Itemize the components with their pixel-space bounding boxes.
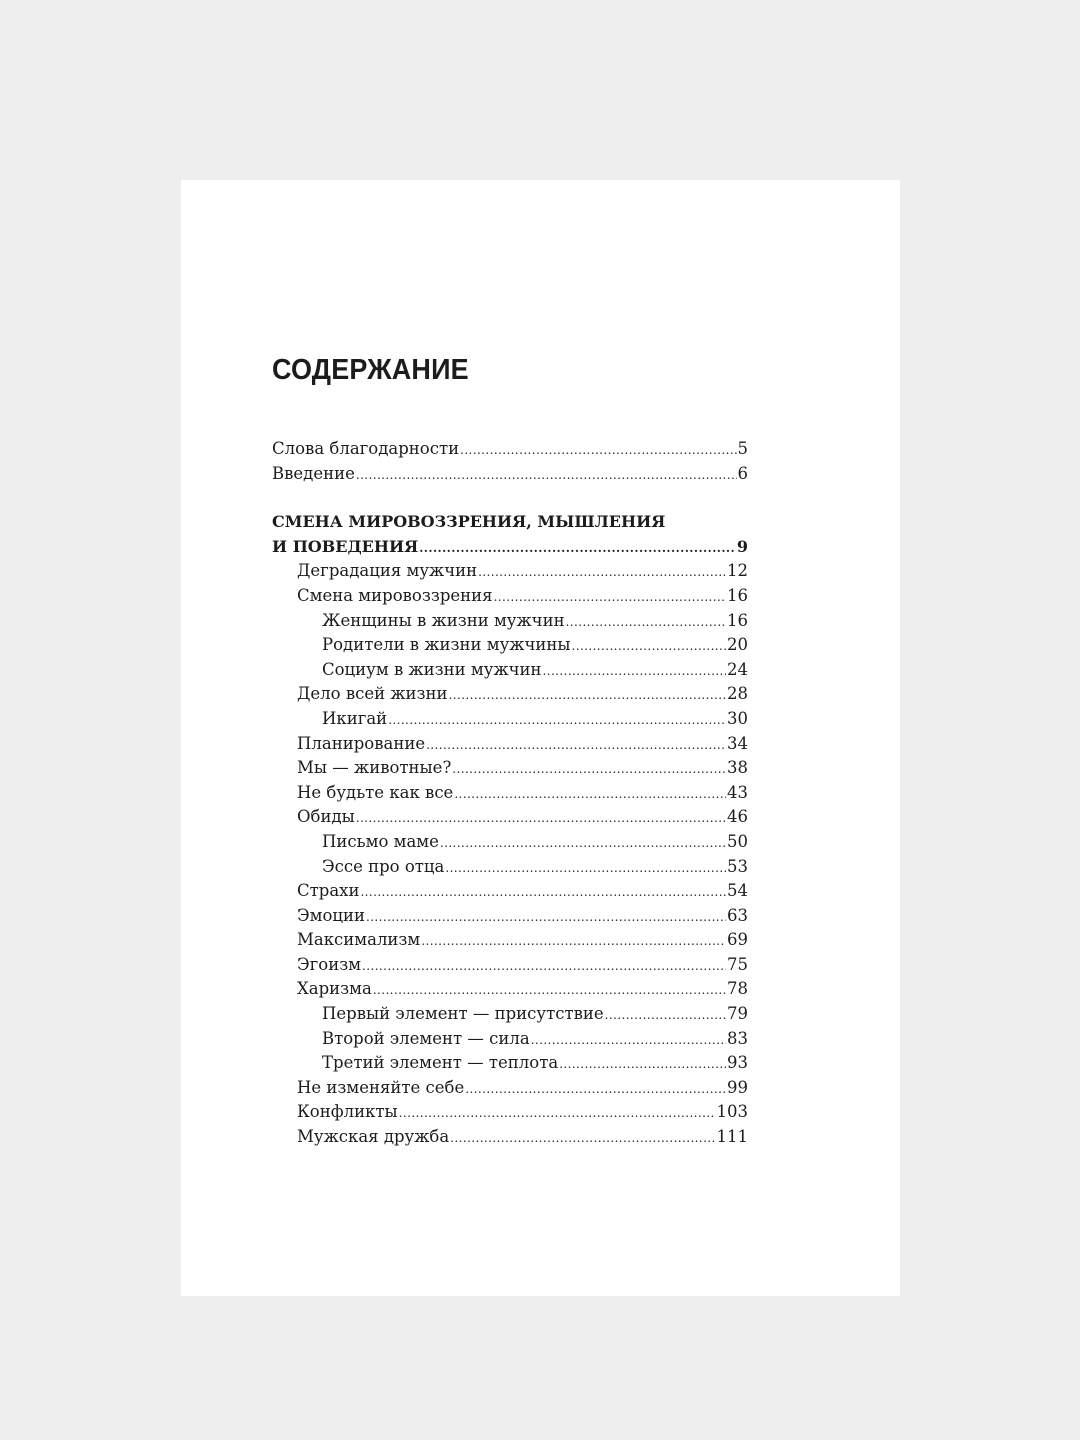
- toc-leader-dots: [465, 1077, 726, 1102]
- toc-leader-dots: [543, 659, 726, 684]
- toc-leader-dots: [399, 1101, 716, 1126]
- toc-entry-introduction: [272, 462, 748, 487]
- toc-leader-dots: [559, 1052, 726, 1077]
- toc-entry: [272, 781, 748, 806]
- toc-entry-page: 43: [727, 782, 748, 802]
- toc-entry: [272, 658, 748, 683]
- toc-entry-page: 46: [727, 807, 748, 827]
- toc-entry: [272, 559, 748, 584]
- toc-entry: [272, 1076, 748, 1101]
- toc-section-page: 9: [736, 536, 748, 556]
- toc-entry-page: 111: [716, 1127, 748, 1147]
- toc-entry: [272, 732, 748, 757]
- toc-entry: [272, 756, 748, 781]
- toc-entry-page: 75: [727, 954, 748, 974]
- toc-entry: [272, 904, 748, 929]
- toc-entry: [272, 609, 748, 634]
- section-spacer: [272, 486, 748, 510]
- toc-entry-label: Введение: [272, 463, 355, 483]
- toc-entry: [272, 584, 748, 609]
- toc-leader-dots: [572, 634, 726, 659]
- toc-leader-dots: [445, 856, 726, 881]
- toc-entry-label: Родители в жизни мужчины: [322, 635, 571, 655]
- toc-entry-label: Не будьте как все: [297, 782, 454, 802]
- toc-leader-dots: [605, 1003, 726, 1028]
- toc-entry-page: 16: [727, 610, 748, 630]
- toc-leader-dots: [494, 585, 726, 610]
- toc-leader-dots: [460, 438, 736, 463]
- toc-section-heading: [272, 535, 748, 560]
- toc-entry-page: 38: [727, 758, 748, 778]
- toc-leader-dots: [373, 978, 726, 1003]
- toc-entry-label: Конфликты: [297, 1102, 398, 1122]
- toc-entry-page: 50: [727, 831, 748, 851]
- toc-entry: [272, 879, 748, 904]
- toc-entry-page: 24: [727, 659, 748, 679]
- toc-entry-label: Слова благодарности: [272, 439, 460, 458]
- toc-entry-label: Максимализм: [297, 930, 421, 950]
- toc-section-heading-line1: СМЕНА МИРОВОЗЗРЕНИЯ, МЫШЛЕНИЯ: [272, 512, 666, 532]
- toc-entry-page: 5: [737, 439, 748, 458]
- toc-leader-dots: [566, 610, 726, 635]
- toc-entry-page: 78: [727, 979, 748, 999]
- toc-entry: [272, 1027, 748, 1052]
- toc-entry-page: 79: [727, 1004, 748, 1024]
- toc-entry-label: Эссе про отца: [322, 856, 445, 876]
- page-title: СОДЕРЖАНИЕ: [272, 354, 469, 386]
- toc-entry: [272, 830, 748, 855]
- toc-entry-label: Письмо маме: [322, 831, 439, 851]
- toc-entry-label: Эмоции: [297, 905, 365, 925]
- toc-entry-page: 99: [727, 1077, 748, 1097]
- toc-leader-dots: [366, 905, 726, 930]
- toc-entry-label: Первый элемент — присутствие: [322, 1004, 604, 1024]
- toc-entry-label: Дело всей жизни: [297, 684, 448, 704]
- toc-entry: [272, 1002, 748, 1027]
- toc-leader-dots: [454, 782, 726, 807]
- toc-entry-page: 34: [727, 733, 748, 753]
- table-of-contents: [272, 437, 748, 1150]
- toc-leader-dots: [440, 831, 726, 856]
- toc-entry-page: 30: [727, 708, 748, 728]
- book-page: [181, 180, 900, 1296]
- toc-entry-page: 6: [737, 463, 748, 483]
- toc-entry-label: Мужская дружба: [297, 1127, 450, 1147]
- toc-entry-label: Харизма: [297, 979, 372, 999]
- toc-entry-label: Женщины в жизни мужчин: [322, 610, 565, 630]
- toc-entry: [272, 1051, 748, 1076]
- toc-entry-page: 20: [727, 635, 748, 655]
- toc-entries-list: [272, 559, 748, 1149]
- toc-leader-dots: [356, 463, 737, 488]
- toc-entry-page: 103: [716, 1102, 748, 1122]
- toc-leader-dots: [421, 929, 726, 954]
- toc-entry-label: Икигай: [322, 708, 388, 728]
- toc-entry-label: Планирование: [297, 733, 426, 753]
- toc-entry: [272, 1100, 748, 1125]
- toc-leader-dots: [426, 733, 726, 758]
- toc-entry: [272, 928, 748, 953]
- toc-entry: [272, 633, 748, 658]
- toc-entry-acknowledgements: [272, 437, 748, 462]
- toc-entry: [272, 707, 748, 732]
- toc-entry-page: 16: [727, 585, 748, 605]
- toc-entry-page: 63: [727, 905, 748, 925]
- toc-entry-label: Смена мировоззрения: [297, 585, 493, 605]
- toc-entry-page: 54: [727, 881, 748, 901]
- toc-entry-label: Обиды: [297, 807, 355, 827]
- toc-entry-label: Эгоизм: [297, 954, 362, 974]
- toc-leader-dots: [388, 708, 726, 733]
- toc-entry-page: 12: [727, 561, 748, 581]
- toc-section-heading-line2: И ПОВЕДЕНИЯ: [272, 536, 419, 556]
- toc-entry-label: Социум в жизни мужчин: [322, 659, 542, 679]
- toc-entry-page: 93: [727, 1053, 748, 1073]
- toc-leader-dots: [362, 954, 726, 979]
- toc-entry-page: 69: [727, 930, 748, 950]
- toc-leader-dots: [452, 757, 726, 782]
- toc-leader-dots: [449, 683, 726, 708]
- toc-leader-dots: [360, 880, 726, 905]
- toc-entry-page: 28: [727, 684, 748, 704]
- toc-leader-dots: [450, 1126, 715, 1151]
- toc-entry: [272, 682, 748, 707]
- toc-entry-label: Деградация мужчин: [297, 561, 478, 581]
- toc-entry-page: 53: [727, 856, 748, 876]
- toc-entry-label: Второй элемент — сила: [322, 1028, 530, 1048]
- toc-entry-page: 83: [727, 1028, 748, 1048]
- toc-entry: [272, 977, 748, 1002]
- toc-leader-dots: [478, 560, 726, 585]
- toc-leader-dots: [356, 806, 726, 831]
- toc-entry-label: Третий элемент — теплота: [322, 1053, 559, 1073]
- toc-leader-dots: [419, 536, 736, 561]
- toc-entry: [272, 805, 748, 830]
- toc-leader-dots: [531, 1028, 726, 1053]
- toc-entry-label: Страхи: [297, 881, 360, 901]
- toc-entry-label: Не изменяйте себе: [297, 1077, 465, 1097]
- toc-entry: [272, 953, 748, 978]
- toc-entry: [272, 855, 748, 880]
- toc-entry-label: Мы — животные?: [297, 758, 452, 778]
- toc-entry: [272, 1125, 748, 1150]
